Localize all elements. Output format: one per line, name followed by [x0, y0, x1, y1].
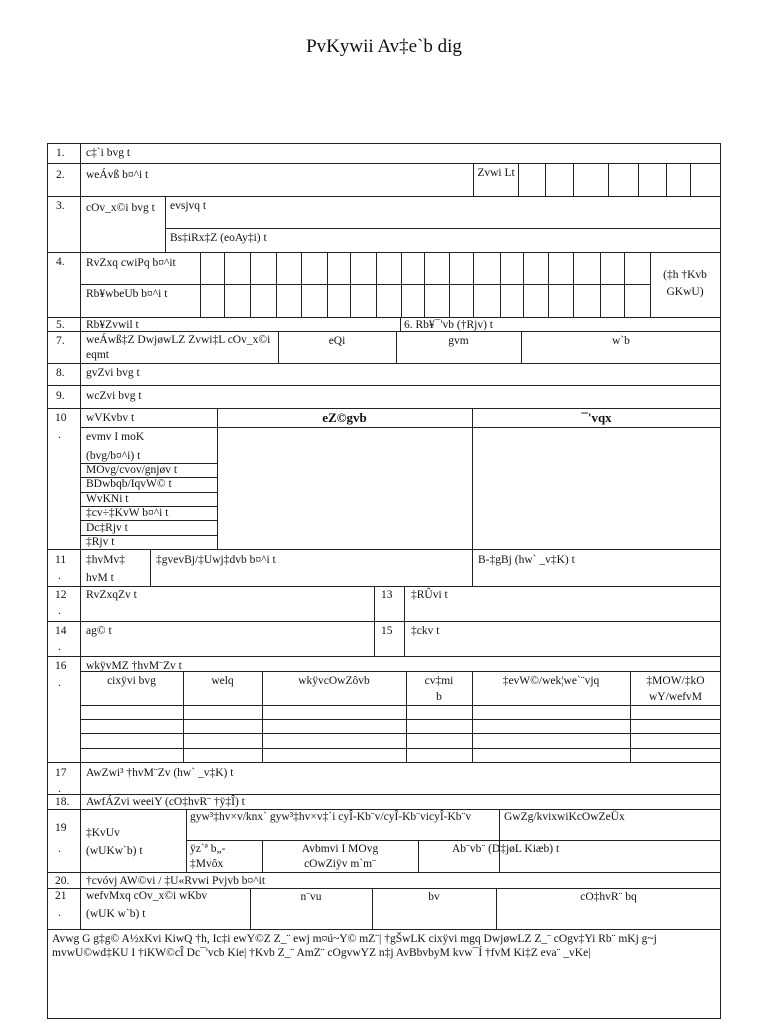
row-14-number: 14	[55, 625, 67, 637]
address-label: wVKvbv t	[86, 412, 135, 424]
paper-name-field[interactable]: c‡`i bvg t	[86, 147, 131, 159]
departmental-yes[interactable]: n¨vu	[300, 891, 322, 903]
notice-number-field[interactable]: weÁvß b¤^i t	[86, 169, 149, 181]
departmental-not-applicable[interactable]: cO‡hvR¨ bq	[580, 891, 637, 903]
row-16-dot: .	[58, 677, 61, 689]
edu-col-pass-year-2: b	[436, 691, 442, 703]
address-district-label: ‡Rjv t	[86, 536, 115, 548]
mother-name-field[interactable]: gvZvi bvg t	[86, 367, 140, 379]
additional-qualification-field[interactable]: AwZwi³ †hvM¨Zv (hw` _v‡K) t	[86, 767, 234, 779]
declaration-text: Avwg G g‡g© A½xKvi KiwQ †h, Ic‡i ewY©Z Z_¨ ewj m¤ú~Y© mZ¨| †gŠwLK cixÿvi mgq DwjøwLZ Z_¨ cOgv‡Yi Rb¨ mKj g~j mvwU©wd‡KU I †iKW©cÎ Dc¯'vcb Kie| †Kvb Z_¨ AmZ¨ cOgvwYZ n‡j AvBbvbyM kvw¯Í †fvM Ki‡Z eva¨ _vKe|	[52, 933, 657, 959]
row-15-number: 15	[381, 625, 393, 637]
birth-district-field[interactable]: 6. Rb¥¯'vb (†Rjv) t	[404, 319, 493, 331]
row-1-number: 1.	[56, 147, 65, 159]
quota-ansar-line2: cOwZiÿv m`m¨	[304, 858, 376, 870]
row-8-number: 8.	[56, 367, 65, 379]
age-years-field[interactable]: eQi	[328, 335, 346, 347]
contact-label-line2: hvM t	[86, 572, 114, 584]
row-13-number: 13	[381, 589, 393, 601]
name-english-field[interactable]: Bs‡iRx‡Z (eoAy‡i) t	[170, 232, 267, 244]
row-12-number: 12	[55, 589, 67, 601]
departmental-label-line2: (wUK w`b) t	[86, 908, 146, 920]
address-union-label: BDwbqb/IqvW© t	[86, 478, 172, 490]
education-label: wkÿvMZ †hvM¨Zv t	[86, 660, 182, 672]
permanent-address-header: ¯'vqx	[581, 410, 612, 425]
address-post-office-label: WvKNi t	[86, 493, 129, 505]
page-title: PvKywii Av‡e`b dig	[306, 36, 462, 57]
row-20-number: 20.	[55, 875, 70, 887]
quota-label-line1: ‡KvUv	[86, 827, 120, 839]
row-19-number: 19	[55, 822, 67, 834]
edu-col-institution: wkÿvcOwZôvb	[298, 675, 370, 687]
address-house-number-label: (bvg/b¤^i) t	[86, 450, 141, 462]
religion-field[interactable]: ag© t	[86, 625, 112, 637]
edu-col-grade-1: ‡MOW/‡kO	[646, 675, 705, 687]
address-upazila-label: Dc‡Rjv t	[86, 522, 128, 534]
row-3-number: 3.	[56, 200, 65, 212]
row-16-number: 16	[55, 660, 67, 672]
row-2-number: 2.	[56, 169, 65, 181]
address-village-label: MOvg/cvov/gnjøv t	[86, 464, 178, 476]
row-10-number: 10	[55, 412, 67, 424]
age-days-field[interactable]: w`b	[612, 335, 630, 347]
gender-field[interactable]: ‡RÛvi t	[411, 589, 448, 601]
row-9-number: 9.	[56, 390, 65, 402]
nid-label: RvZxq cwiPq b¤^it	[86, 257, 176, 269]
row-5-number: 5.	[56, 319, 65, 331]
address-postcode-label: ‡cv÷‡KvW b¤^i t	[86, 507, 169, 519]
row-11-number: 11	[55, 554, 67, 566]
father-name-field[interactable]: wcZvi bvg t	[86, 390, 142, 402]
quota-ethnic-line1[interactable]: ÿz`ª b„-	[190, 843, 226, 855]
row-7-number: 7.	[56, 335, 65, 347]
name-bangla-field[interactable]: evsjvq t	[170, 200, 207, 212]
postal-order-field[interactable]: †cvóvj AW©vi / ‡U«Rvwi Pvjvb b¤^it	[86, 875, 266, 887]
row-4-number: 4.	[56, 256, 65, 268]
row-17-number: 17	[55, 767, 67, 779]
edu-col-pass-year-1: cv‡mi	[424, 675, 454, 687]
address-house-road-label: evmv I moK	[86, 431, 145, 443]
row-21-number: 21	[55, 890, 67, 902]
applicant-name-label: cOv_x©i bvg t	[86, 202, 155, 214]
email-field[interactable]: B-‡gBj (hw` _v‡K) t	[478, 554, 575, 566]
phone-field[interactable]: ‡gvevBj/‡Uwj‡dvb b¤^i t	[156, 554, 276, 566]
edu-col-board: ‡evW©/wek¦we`¨vjq	[502, 675, 600, 687]
quota-freedom-fighter[interactable]: gyw³‡hv×v/knx` gyw³‡hv×v‡`i cyÎ-Kb¨v/cyÎ-Kb¨vicyÎ-Kb¨v	[190, 811, 472, 823]
row-21-dot: .	[58, 907, 61, 919]
row-19-dot: .	[58, 843, 61, 855]
departmental-label-line1: wefvMxq cOv_x©i wKbv	[86, 890, 208, 902]
occupation-field[interactable]: ‡ckv t	[411, 625, 440, 637]
date-label: Zvwi Lt	[477, 167, 515, 179]
departmental-no[interactable]: bv	[428, 891, 440, 903]
present-address-header: eZ©gvb	[322, 410, 367, 425]
quota-ansar-line1[interactable]: Avbmvi I MOvg	[301, 843, 379, 855]
quota-others[interactable]: Ab¨vb¨ (D‡jøL Kiæb) t	[452, 843, 560, 855]
birth-reg-label: Rb¥wbeUb b¤^i t	[86, 288, 168, 300]
quota-disabled[interactable]: GwZg/kvixwiKcOwZeÜx	[504, 811, 625, 823]
nationality-field[interactable]: RvZxqZv t	[86, 589, 137, 601]
edu-col-grade-2: wY/wefvM	[648, 691, 703, 703]
row-11-dot: .	[58, 570, 61, 582]
quota-ethnic-line2: ‡Mvôx	[190, 858, 224, 870]
birth-date-field[interactable]: Rb¥Zvwil t	[86, 319, 139, 331]
age-months-field[interactable]: gvm	[448, 335, 469, 347]
quota-label-line2: (wUKw`b) t	[86, 845, 143, 857]
contact-label-line1: ‡hvMv‡	[86, 554, 125, 566]
row-18-number: 18.	[55, 796, 70, 808]
row-12-dot: .	[58, 605, 61, 617]
row-10-dot: .	[58, 429, 61, 441]
either-one-note: (‡h †Kvb GKwU)	[663, 269, 707, 298]
age-label: weÁwß‡Z DwjøwLZ Zvwi‡L cOv_x©i eqmt	[86, 334, 271, 361]
experience-field[interactable]: AwfÁZvi weeiY (cO‡hvR¨ †ÿ‡Î) t	[86, 796, 245, 808]
edu-col-subject: welq	[211, 675, 234, 687]
edu-col-exam: cixÿvi bvg	[107, 675, 156, 687]
row-14-dot: .	[58, 641, 61, 653]
row-17-dot: .	[58, 783, 61, 795]
